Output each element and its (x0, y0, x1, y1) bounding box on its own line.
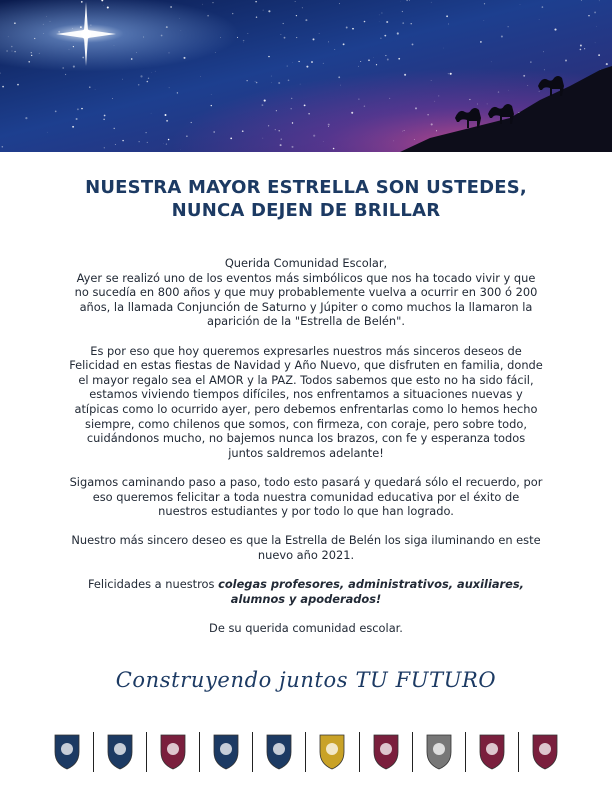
school-crest-icon (156, 730, 190, 774)
text-line: Querida Comunidad Escolar, (224, 256, 388, 270)
motto-tagline: Construyendo juntos TU FUTURO (115, 668, 497, 692)
letter-paragraph-3 (50, 475, 562, 519)
school-crest-icon (209, 730, 243, 774)
starry-sky-banner (0, 0, 612, 152)
logo-divider (252, 732, 253, 772)
letter-paragraph-5 (50, 577, 562, 606)
letter-signoff (50, 621, 562, 636)
letter-paragraph-2 (50, 344, 562, 461)
greeting-recipients-2: alumnos y apoderados! (230, 591, 382, 606)
school-crest-icon (528, 730, 562, 774)
school-crest-icon (369, 730, 403, 774)
logo-divider (412, 732, 413, 772)
text-line: atípicas como lo ocurrido ayer, pero debemos enfrentarlas como lo hemos hecho (74, 401, 538, 416)
school-crest-icon (315, 730, 349, 774)
greeting-recipients-1: colegas profesores, administrativos, auxiliares, (218, 577, 525, 592)
logo-divider (93, 732, 94, 772)
text-line: nuestros estudiantes y por todo lo que han logrado. (158, 504, 454, 519)
school-crest-icon (103, 730, 137, 774)
letter-paragraph-1 (50, 256, 562, 329)
text-line: Ayer se realizó uno de los eventos más simbólicos que nos ha tocado vivir y que (76, 270, 536, 285)
text-line: De su querida comunidad escolar. (209, 620, 403, 635)
text-line: no sucedía en 800 años y que muy probablemente vuelva a ocurrir en 300 ó 200 (74, 285, 538, 300)
text-line: el mayor regalo sea el AMOR y la PAZ. Todos sabemos que esto no ha sido fácil, (78, 372, 534, 387)
school-crest-icon (50, 730, 84, 774)
school-crest-icon (475, 730, 509, 774)
logo-divider (146, 732, 147, 772)
letter-body (50, 256, 562, 650)
logo-divider (518, 732, 519, 772)
school-crest-icon (422, 730, 456, 774)
text-line: cuidándonos mucho, no bajemos nunca los brazos, con fe y esperanza todos (86, 431, 526, 446)
letter-paragraph-4 (50, 533, 562, 562)
text-line: Nuestro más sincero deseo es que la Estrella de Belén los siga iluminando en este (71, 533, 541, 548)
title-line-1: NUESTRA MAYOR ESTRELLA SON USTEDES, (85, 177, 527, 198)
night-sky-illustration (0, 0, 612, 152)
text-line: nuevo año 2021. (257, 547, 355, 562)
logo-divider (465, 732, 466, 772)
text-line: juntos saldremos adelante! (228, 445, 384, 460)
page-title (0, 176, 612, 222)
school-crest-icon (262, 730, 296, 774)
text-line: aparición de la "Estrella de Belén". (206, 314, 406, 329)
text-line: estamos viviendo tiempos difíciles, nos enfrentamos a situaciones nuevas y (89, 387, 523, 402)
text-line: Es por eso que hoy queremos expresarles nuestros más sinceros deseos de (90, 343, 522, 358)
text-line: Felicidad en estas fiestas de Navidad y Año Nuevo, que disfruten en familia, donde (69, 358, 543, 373)
text-line: eso queremos felicitar a toda nuestra comunidad educativa por el éxito de (92, 489, 520, 504)
logo-divider (199, 732, 200, 772)
school-logos-row (50, 728, 562, 776)
text-line: Sigamos caminando paso a paso, todo esto pasará y quedará sólo el recuerdo, por (69, 474, 543, 489)
text-line: años, la llamada Conjunción de Saturno y Júpiter o como muchos la llamaron la (79, 299, 533, 314)
logo-divider (305, 732, 306, 772)
text-line: siempre, como chilenos que somos, con firmeza, con coraje, pero sobre todo, (85, 416, 527, 431)
title-line-2: NUNCA DEJEN DE BRILLAR (171, 200, 441, 221)
logo-divider (359, 732, 360, 772)
text-line (50, 577, 562, 592)
greeting-intro: Felicidades a nuestros (87, 577, 219, 592)
